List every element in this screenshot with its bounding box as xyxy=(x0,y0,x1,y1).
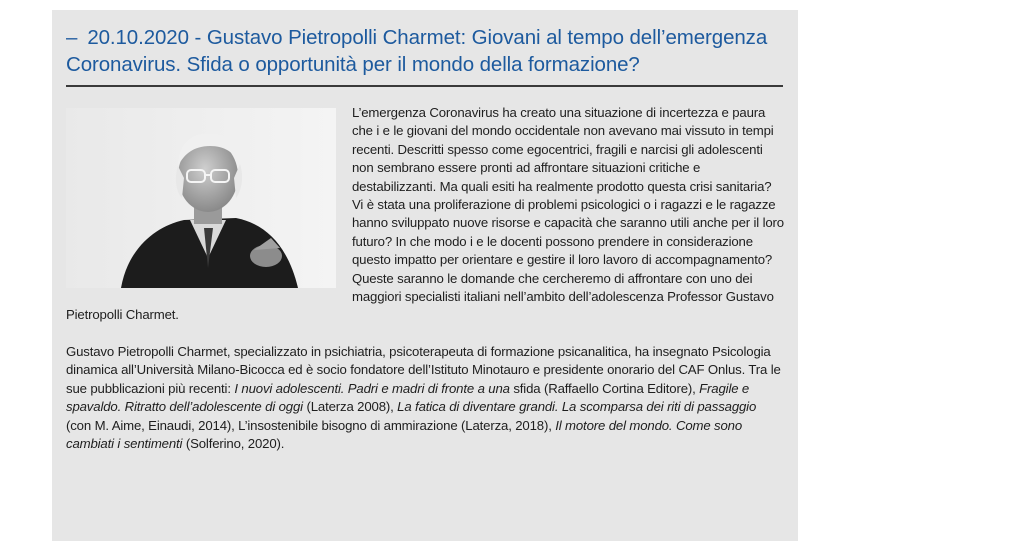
article-panel xyxy=(52,10,798,541)
bio-book-1: I nuovi adolescenti. Padri e madri di fronte a una xyxy=(234,380,510,396)
bio-book-2: Fragile e spavaldo. Ritratto dell’adolescente di oggi xyxy=(66,380,750,415)
bio-text-4: (con M. Aime, Einaudi, 2014), L’insostenibile bisogno di ammirazione (Laterza, 2018), xyxy=(66,417,556,433)
bio-text-2: sfida (Raffaello Cortina Editore), xyxy=(509,380,700,396)
bio-text-3: (Laterza 2008), xyxy=(302,399,398,415)
bio-text-5: (Solferino, 2020). xyxy=(182,435,285,451)
bio-book-3: La fatica di diventare grandi. La scomparsa dei riti di passaggio xyxy=(397,399,757,415)
title-text: 20.10.2020 - Gustavo Pietropolli Charmet: Giovani al tempo dell’emergenza Coronavirus. Sfida o opportunità per il mondo della formazione? xyxy=(66,26,768,76)
portrait-photo xyxy=(66,108,336,288)
article-title xyxy=(66,24,784,78)
bio-text-1: Gustavo Pietropolli Charmet, specializzato in psichiatria, psicoterapeuta di formazione psicanalitica, ha insegnato Psicologia dinamica all’Università Milano-Bicocca ed è socio fondatore dell’Istituto Minotauro e presidente onorario del CAF Onlus. Tra le sue pubblicazioni più recenti: xyxy=(66,343,781,396)
title-divider xyxy=(66,85,783,87)
bio-paragraph xyxy=(66,343,784,453)
title-dash: – xyxy=(66,26,78,49)
bio-book-4: Il motore del mondo. Come sono cambiati i sentimenti xyxy=(66,417,743,451)
intro-paragraph: L’emergenza Coronavirus ha creato una situazione di incertezza e paura che i e le giovani del mondo occidentale non avevano mai vissuto in tempi recenti. Descritti spesso come egocentrici, fragili e narcisi gli adolescenti non sembrano essere pronti ad affrontare situazioni critiche e destabilizzanti. Ma quali esiti ha realmente prodotto questa crisi sanitaria? Vi è stata una proliferazione di problemi psicologici o i ragazzi e le ragazze hanno sviluppato nuove risorse e capacità che saranno utili anche per il loro futuro? In che modo i e le docenti possono prendere in considerazione questo impatto per orientare e gestire il loro lavoro di accompagnamento? Queste saranno le domande che cercheremo di affrontare con uno dei maggiori specialisti italiani nell’ambito dell’adolescenza Professor Gustavo Pietropolli Charmet. xyxy=(66,105,784,323)
portrait-photo-icon xyxy=(66,108,336,288)
article-body xyxy=(66,104,784,453)
